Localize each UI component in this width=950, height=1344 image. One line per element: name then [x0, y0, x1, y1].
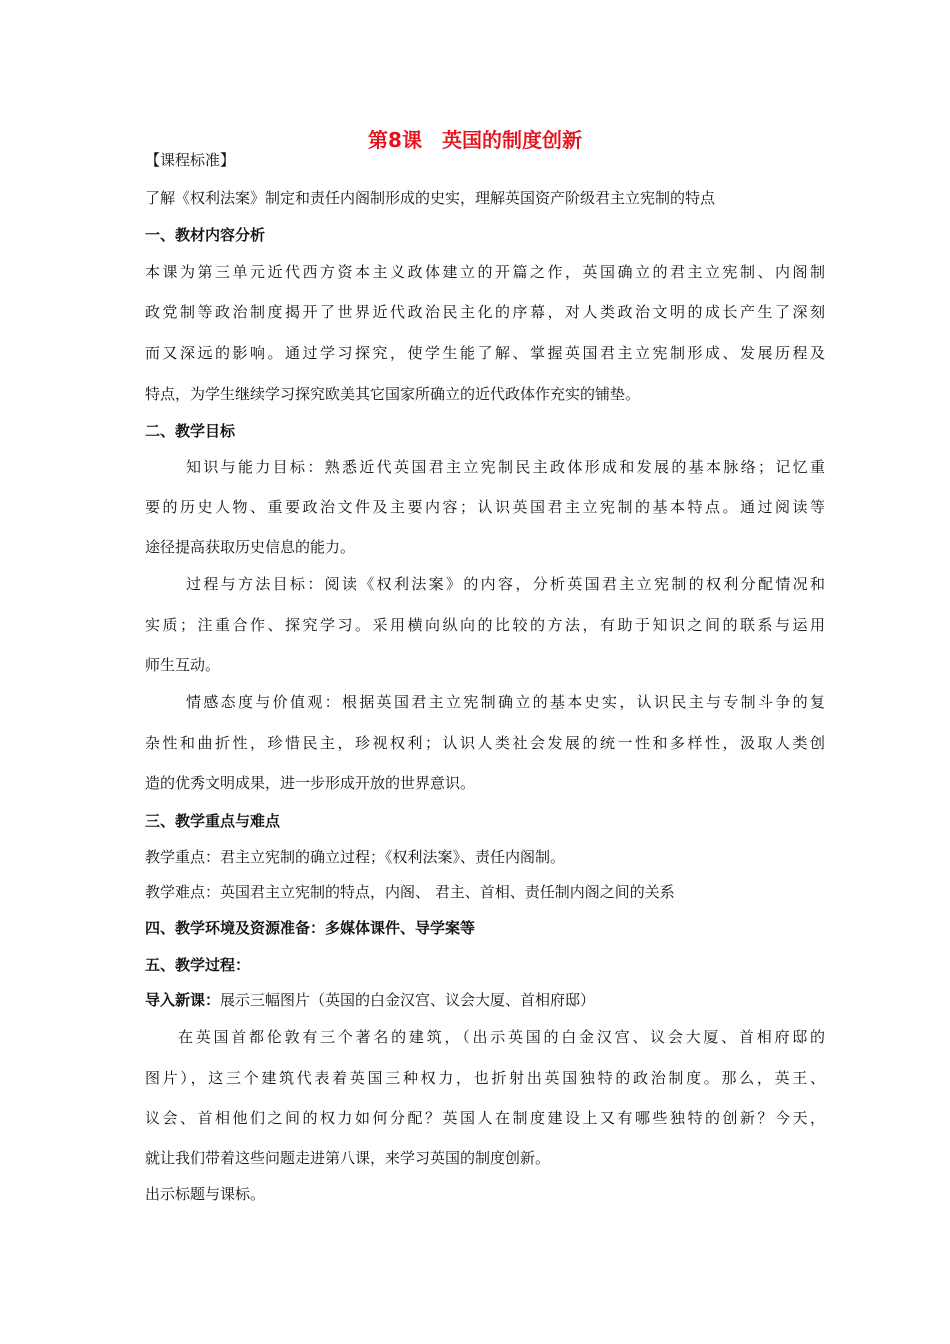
course-standard-text: 了解《权利法案》制定和责任内阁制形成的史实，理解英国资产阶级君主立宪制的特点	[145, 189, 716, 207]
paragraph-line: 实质；注重合作、探究学习。采用横向纵向的比较的方法，有助于知识之间的联系与运用	[145, 616, 825, 634]
paragraph-line: 在英国首都伦敦有三个著名的建筑，（出示英国的白金汉宫、议会大厦、首相府邸的	[178, 1028, 825, 1046]
paragraph-line: 政党制等政治制度揭开了世界近代政治民主化的序幕，对人类政治文明的成长产生了深刻	[145, 303, 825, 321]
paragraph-line: 师生互动。	[145, 656, 221, 674]
difficulty-text: 教学难点：英国君主立宪制的特点，内阁、 君主、首相、责任制内阁之间的关系	[145, 883, 675, 901]
section-heading-analysis: 一、教材内容分析	[145, 226, 266, 244]
key-point-text: 教学重点：君主立宪制的确立过程；《权利法案》、责任内阁制。	[145, 848, 566, 866]
section-heading-objectives: 二、教学目标	[145, 422, 236, 440]
paragraph-line: 途径提高获取历史信息的能力。	[145, 538, 356, 556]
paragraph-line: 就让我们带着这些问题走进第八课，来学习英国的制度创新。	[145, 1149, 551, 1167]
paragraph-line: 知识与能力目标：熟悉近代英国君主立宪制民主政体形成和发展的基本脉络；记忆重	[186, 458, 825, 476]
paragraph-line: 特点，为学生继续学习探究欧美其它国家所确立的近代政体作充实的铺垫。	[145, 385, 641, 403]
closing-line: 出示标题与课标。	[145, 1185, 266, 1203]
paragraph-line: 要的历史人物、重要政治文件及主要内容；认识英国君主立宪制的基本特点。通过阅读等	[145, 498, 825, 516]
intro-line	[145, 990, 825, 1010]
section-heading-key-points: 三、教学重点与难点	[145, 812, 281, 830]
intro-text: 展示三幅图片（英国的白金汉宫、议会大厦、首相府邸）	[220, 991, 596, 1009]
paragraph-line: 而又深远的影响。通过学习探究，使学生能了解、掌握英国君主立宪制形成、发展历程及	[145, 344, 825, 362]
course-standard-label: 【课程标准】	[145, 151, 236, 169]
section-heading-resources: 四、教学环境及资源准备：多媒体课件、导学案等	[145, 919, 476, 937]
intro-label: 导入新课：	[145, 991, 221, 1009]
lesson-title: 第8课 英国的制度创新	[368, 128, 582, 152]
paragraph-line: 图片），这三个建筑代表着英国三种权力，也折射出英国独特的政治制度。那么，英王、	[145, 1069, 825, 1087]
paragraph-line: 造的优秀文明成果，进一步形成开放的世界意识。	[145, 774, 476, 792]
paragraph-line: 过程与方法目标：阅读《权利法案》的内容，分析英国君主立宪制的权利分配情况和	[186, 575, 825, 593]
section-heading-process: 五、教学过程：	[145, 956, 251, 974]
paragraph-line: 情感态度与价值观：根据英国君主立宪制确立的基本史实，认识民主与专制斗争的复	[186, 693, 825, 711]
paragraph-line: 本课为第三单元近代西方资本主义政体建立的开篇之作，英国确立的君主立宪制、内阁制	[145, 263, 825, 281]
paragraph-line: 议会、首相他们之间的权力如何分配？英国人在制度建设上又有哪些独特的创新？今天，	[145, 1109, 825, 1127]
paragraph-line: 杂性和曲折性，珍惜民主，珍视权利；认识人类社会发展的统一性和多样性，汲取人类创	[145, 734, 825, 752]
